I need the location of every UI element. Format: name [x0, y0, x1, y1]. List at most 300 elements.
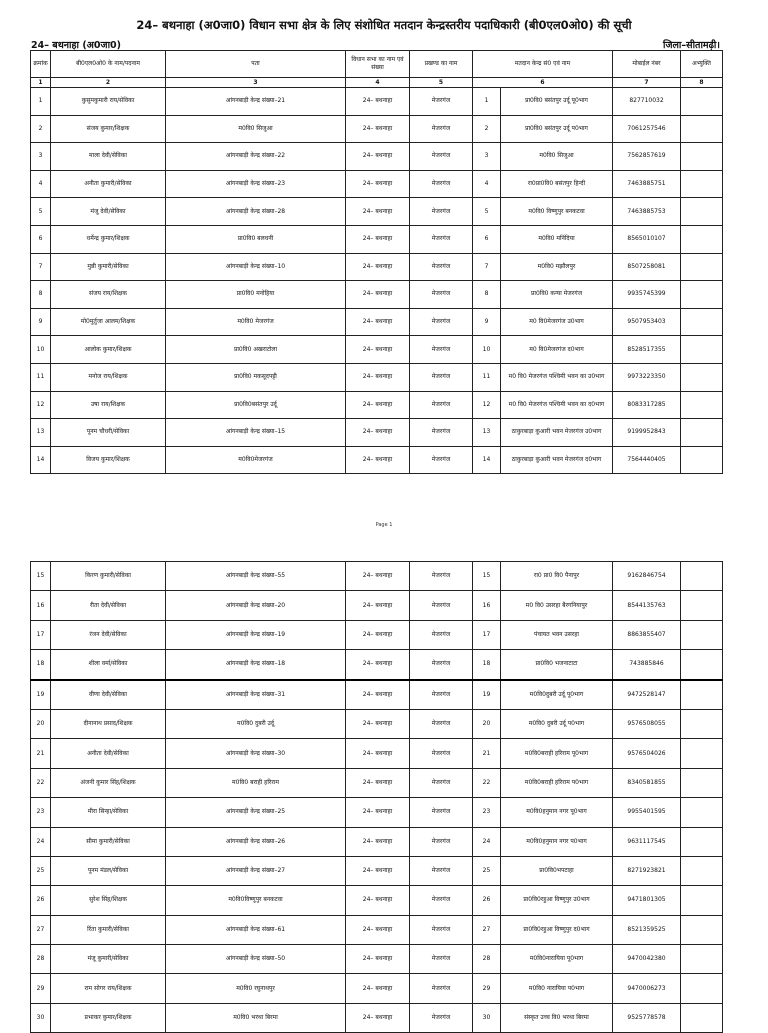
blo-name-cell: वीणा देवी/सेविका	[51, 680, 166, 710]
assembly-cell: 24– बथनाहा	[346, 1003, 410, 1032]
assembly-cell: 24– बथनाहा	[346, 945, 410, 974]
remark-cell	[681, 945, 723, 974]
polling-station-number-cell: 15	[473, 562, 501, 591]
address-cell: आंगनबाड़ी केन्द्र संख्या–31	[166, 680, 346, 710]
address-cell: आंगनबाड़ी केन्द्र संख्या–21	[166, 88, 346, 116]
blo-name-cell: अंजनी कुमार सिंह/शिक्षक	[51, 768, 166, 797]
address-cell: आंगनबाड़ी केन्द्र संख्या–23	[166, 170, 346, 198]
blo-name-cell: मीरा सिन्हा/सेविका	[51, 798, 166, 827]
polling-station-name-cell: म0 वि0 मेजरगंज पश्चिमी भवन का द0भाग	[501, 391, 613, 419]
mobile-cell: 7463885751	[613, 170, 681, 198]
block-cell: मेजरगंज	[410, 886, 473, 915]
serial-cell: 17	[31, 620, 51, 649]
assembly-cell: 24– बथनाहा	[346, 856, 410, 885]
mobile-cell: 9576508055	[613, 709, 681, 738]
mobile-cell: 8083317285	[613, 391, 681, 419]
serial-cell: 14	[31, 446, 51, 474]
remark-cell	[681, 446, 723, 474]
table-row	[31, 308, 723, 336]
serial-cell: 10	[31, 336, 51, 364]
mobile-cell: 9199952843	[613, 419, 681, 447]
mobile-cell: 9955401595	[613, 798, 681, 827]
polling-station-number-cell: 5	[473, 198, 501, 226]
remark-cell	[681, 88, 723, 116]
serial-cell: 21	[31, 739, 51, 768]
remark-cell	[681, 768, 723, 797]
polling-station-name-cell: म0 वि0मेजरगंज द0भाग	[501, 336, 613, 364]
block-cell: मेजरगंज	[410, 915, 473, 944]
serial-cell: 25	[31, 856, 51, 885]
polling-station-name-cell: म0वि0हनुमान नगर प0भाग	[501, 827, 613, 856]
assembly-cell: 24– बथनाहा	[346, 768, 410, 797]
serial-cell: 7	[31, 253, 51, 281]
blo-name-cell: पूनम मंडल/सेविका	[51, 856, 166, 885]
address-cell: प्रा0वि0 मनोहिया	[166, 281, 346, 309]
serial-cell: 29	[31, 974, 51, 1003]
assembly-cell: 24– बथनाहा	[346, 143, 410, 171]
table-row	[31, 650, 723, 680]
polling-station-number-cell: 23	[473, 798, 501, 827]
mobile-cell: 9162846754	[613, 562, 681, 591]
table-row	[31, 680, 723, 710]
blo-name-cell: शीला वर्मा/सेविका	[51, 650, 166, 680]
remark-cell	[681, 856, 723, 885]
polling-station-number-cell: 30	[473, 1003, 501, 1032]
serial-cell: 15	[31, 562, 51, 591]
polling-station-name-cell: पंचायत भवन उसरहा	[501, 620, 613, 649]
polling-station-name-cell: म0वि0नारायिया पू0भाग	[501, 945, 613, 974]
assembly-cell: 24– बथनाहा	[346, 419, 410, 447]
table-row	[31, 419, 723, 447]
remark-cell	[681, 115, 723, 143]
mobile-cell: 9935745399	[613, 281, 681, 309]
block-cell: मेजरगंज	[410, 336, 473, 364]
assembly-cell: 24– बथनाहा	[346, 88, 410, 116]
col-number: 3	[166, 78, 346, 88]
block-cell: मेजरगंज	[410, 225, 473, 253]
serial-cell: 11	[31, 363, 51, 391]
mobile-cell: 7562857619	[613, 143, 681, 171]
address-cell: म0वि0मेजरगंज	[166, 446, 346, 474]
block-cell: मेजरगंज	[410, 88, 473, 116]
mobile-cell: 8863855407	[613, 620, 681, 649]
mobile-cell: 8507258081	[613, 253, 681, 281]
address-cell: आंगनबाड़ी केन्द्र संख्या–15	[166, 419, 346, 447]
block-cell: मेजरगंज	[410, 680, 473, 710]
blo-name-cell: उषा राय/शिक्षक	[51, 391, 166, 419]
mobile-cell: 9631117545	[613, 827, 681, 856]
header-remark: अभ्युक्ति	[681, 51, 723, 78]
remark-cell	[681, 1003, 723, 1032]
address-cell: आंगनबाड़ी केन्द्र संख्या–28	[166, 198, 346, 226]
polling-station-name-cell: म0वि0बराही हरिराम पू0भाग	[501, 739, 613, 768]
blo-name-cell: विजय कुमार/शिक्षक	[51, 446, 166, 474]
block-cell: मेजरगंज	[410, 768, 473, 797]
polling-station-number-cell: 24	[473, 827, 501, 856]
constituency-label: 24– बथनाहा (अ0जा0)	[31, 40, 121, 51]
address-cell: आंगनबाड़ी केन्द्र संख्या–22	[166, 143, 346, 171]
polling-station-name-cell: प्रा0वि0 बसंतपुर उर्दू पू0भाग	[501, 88, 613, 116]
address-cell: म0वि0 बराही हरिराम	[166, 768, 346, 797]
table-row	[31, 1003, 723, 1032]
remark-cell	[681, 798, 723, 827]
table-row	[31, 170, 723, 198]
polling-station-number-cell: 11	[473, 363, 501, 391]
blo-name-cell: संजय राय/शिक्षक	[51, 281, 166, 309]
table-row	[31, 446, 723, 474]
polling-station-name-cell: म0 वि0 मेजरगंज पश्चिमी भवन का उ0भाग	[501, 363, 613, 391]
assembly-cell: 24– बथनाहा	[346, 650, 410, 680]
polling-station-number-cell: 3	[473, 143, 501, 171]
mobile-cell: 7564440405	[613, 446, 681, 474]
address-cell: आंगनबाड़ी केन्द्र संख्या–10	[166, 253, 346, 281]
polling-station-name-cell: रा0प्रा0वि0 बसंतपुर हिन्दी	[501, 170, 613, 198]
block-cell: मेजरगंज	[410, 281, 473, 309]
polling-station-name-cell: ठाकुरबाड़ा कुआरी भवन मेजरगंज उ0भाग	[501, 419, 613, 447]
polling-station-name-cell: म0वि0 मनिंदिया	[501, 225, 613, 253]
address-cell: आंगनबाड़ी केन्द्र संख्या–27	[166, 856, 346, 885]
mobile-cell: 8528517355	[613, 336, 681, 364]
blo-name-cell: राम सोगर राय/शिक्षक	[51, 974, 166, 1003]
table-row	[31, 198, 723, 226]
address-cell: आंगनबाड़ी केन्द्र संख्या–20	[166, 591, 346, 620]
polling-station-name-cell: म0वि0 विष्णुपुर बनकटवा	[501, 198, 613, 226]
page-number: Page 1	[375, 522, 393, 528]
polling-station-number-cell: 18	[473, 650, 501, 680]
table-row	[31, 827, 723, 856]
mobile-cell: 9507953403	[613, 308, 681, 336]
table-row	[31, 974, 723, 1003]
polling-station-number-cell: 21	[473, 739, 501, 768]
polling-station-number-cell: 13	[473, 419, 501, 447]
blo-name-cell: रीता देवी/सेविका	[51, 591, 166, 620]
blo-name-cell: धर्मेन्द्र कुमार/शिक्षक	[51, 225, 166, 253]
polling-station-name-cell: म0वि0 दुबरी उर्दू प0भाग	[501, 709, 613, 738]
assembly-cell: 24– बथनाहा	[346, 281, 410, 309]
polling-station-number-cell: 10	[473, 336, 501, 364]
remark-cell	[681, 739, 723, 768]
col-number: 5	[410, 78, 473, 88]
table-row	[31, 591, 723, 620]
polling-station-number-cell: 8	[473, 281, 501, 309]
mobile-cell: 9471801305	[613, 886, 681, 915]
blo-name-cell: मुन्नी कुमारी/सेविका	[51, 253, 166, 281]
mobile-cell: 743885846	[613, 650, 681, 680]
blo-name-cell: माला देवी/सेविका	[51, 143, 166, 171]
assembly-cell: 24– बथनाहा	[346, 709, 410, 738]
mobile-cell: 8340581855	[613, 768, 681, 797]
serial-cell: 26	[31, 886, 51, 915]
remark-cell	[681, 391, 723, 419]
address-cell: म0वि0विष्णुपुर बनकटवा	[166, 886, 346, 915]
header-row	[31, 51, 723, 78]
mobile-cell: 8544135763	[613, 591, 681, 620]
blo-name-cell: कुसुमकुमारी राय/सेविका	[51, 88, 166, 116]
assembly-cell: 24– बथनाहा	[346, 827, 410, 856]
col-number: 2	[51, 78, 166, 88]
polling-station-number-cell: 16	[473, 591, 501, 620]
mobile-cell: 8271923821	[613, 856, 681, 885]
polling-station-number-cell: 28	[473, 945, 501, 974]
polling-station-name-cell: म0वि0दुबरी उर्दू पू0भाग	[501, 680, 613, 710]
col-number: 8	[681, 78, 723, 88]
assembly-cell: 24– बथनाहा	[346, 363, 410, 391]
address-cell: म0वि0 दुबरी उर्दू	[166, 709, 346, 738]
serial-cell: 22	[31, 768, 51, 797]
serial-cell: 24	[31, 827, 51, 856]
header-assembly: विधान सभा का नाम एवं संख्या	[346, 51, 410, 78]
blo-name-cell: मंजू देवी/सेविका	[51, 198, 166, 226]
polling-station-name-cell: म0वि0 नारायिया प0भाग	[501, 974, 613, 1003]
assembly-cell: 24– बथनाहा	[346, 680, 410, 710]
assembly-cell: 24– बथनाहा	[346, 974, 410, 1003]
remark-cell	[681, 886, 723, 915]
serial-cell: 5	[31, 198, 51, 226]
serial-cell: 16	[31, 591, 51, 620]
col-number: 4	[346, 78, 410, 88]
address-cell: प्रा0वि0बसंतपुर उर्दू	[166, 391, 346, 419]
remark-cell	[681, 363, 723, 391]
blo-name-cell: संजय कुमार/शिक्षक	[51, 115, 166, 143]
block-cell: मेजरगंज	[410, 170, 473, 198]
block-cell: मेजरगंज	[410, 974, 473, 1003]
address-cell: आंगनबाड़ी केन्द्र संख्या–61	[166, 915, 346, 944]
remark-cell	[681, 620, 723, 649]
serial-cell: 20	[31, 709, 51, 738]
assembly-cell: 24– बथनाहा	[346, 336, 410, 364]
mobile-cell: 7463885753	[613, 198, 681, 226]
table-row	[31, 225, 723, 253]
table-row	[31, 620, 723, 649]
address-cell: आंगनबाड़ी केन्द्र संख्या–26	[166, 827, 346, 856]
mobile-cell: 9576504026	[613, 739, 681, 768]
mobile-cell: 8565010107	[613, 225, 681, 253]
block-cell: मेजरगंज	[410, 650, 473, 680]
remark-cell	[681, 281, 723, 309]
address-cell: म0वि0 भरथा बिरमा	[166, 1003, 346, 1032]
blo-name-cell: मनोज राय/शिक्षक	[51, 363, 166, 391]
serial-cell: 19	[31, 680, 51, 710]
polling-station-number-cell: 26	[473, 886, 501, 915]
polling-station-name-cell: म0वि0हनुमान नगर पू0भाग	[501, 798, 613, 827]
block-cell: मेजरगंज	[410, 739, 473, 768]
polling-station-name-cell: म0वि0 मझौलपुर	[501, 253, 613, 281]
blo-name-cell: पूनम चौधरी/सेविका	[51, 419, 166, 447]
remark-cell	[681, 253, 723, 281]
table-row	[31, 915, 723, 944]
block-cell: मेजरगंज	[410, 945, 473, 974]
polling-station-number-cell: 4	[473, 170, 501, 198]
block-cell: मेजरगंज	[410, 143, 473, 171]
polling-station-name-cell: प्रा0वि0रहुआ विष्णुपुर द0भाग	[501, 915, 613, 944]
assembly-cell: 24– बथनाहा	[346, 798, 410, 827]
table-row	[31, 143, 723, 171]
address-cell: म0वि0 सिजुआ	[166, 115, 346, 143]
table-row	[31, 363, 723, 391]
remark-cell	[681, 308, 723, 336]
mobile-cell: 9525778578	[613, 1003, 681, 1032]
polling-station-name-cell: म0वि0 सिजुआ	[501, 143, 613, 171]
assembly-cell: 24– बथनाहा	[346, 170, 410, 198]
serial-cell: 3	[31, 143, 51, 171]
remark-cell	[681, 650, 723, 680]
header-address: पता	[166, 51, 346, 78]
polling-station-number-cell: 19	[473, 680, 501, 710]
mobile-cell: 9472528147	[613, 680, 681, 710]
blo-name-cell: सुरेश सिंह/शिक्षक	[51, 886, 166, 915]
table-row	[31, 886, 723, 915]
polling-station-name-cell: रा0 प्रा0 वि0 पैनापुर	[501, 562, 613, 591]
polling-station-number-cell: 1	[473, 88, 501, 116]
address-cell: प्रा0वि0 बलधनी	[166, 225, 346, 253]
mobile-cell: 7061257546	[613, 115, 681, 143]
table-row	[31, 945, 723, 974]
block-cell: मेजरगंज	[410, 115, 473, 143]
polling-station-number-cell: 25	[473, 856, 501, 885]
blo-name-cell: आलोक कुमार/शिक्षक	[51, 336, 166, 364]
mobile-cell: 9470006273	[613, 974, 681, 1003]
address-cell: आंगनबाड़ी केन्द्र संख्या–18	[166, 650, 346, 680]
serial-cell: 2	[31, 115, 51, 143]
address-cell: प्रा0वि0 अखराटोला	[166, 336, 346, 364]
header-blo-name: बी0एल0ओ0 के नाम/पदनाम	[51, 51, 166, 78]
blo-name-cell: रिंता कुमारी/सेविका	[51, 915, 166, 944]
blo-name-cell: रंजन देवी/सेविका	[51, 620, 166, 649]
serial-cell: 1	[31, 88, 51, 116]
remark-cell	[681, 198, 723, 226]
polling-station-name-cell: म0 वि0मेजरगंज उ0भाग	[501, 308, 613, 336]
polling-station-name-cell: प्रा0वि0 कन्या मेजरगंज	[501, 281, 613, 309]
assembly-cell: 24– बथनाहा	[346, 562, 410, 591]
blo-name-cell: मो0मुर्तुजा आलम/शिक्षक	[51, 308, 166, 336]
remark-cell	[681, 915, 723, 944]
table-row	[31, 336, 723, 364]
assembly-cell: 24– बथनाहा	[346, 620, 410, 649]
polling-station-number-cell: 2	[473, 115, 501, 143]
serial-cell: 13	[31, 419, 51, 447]
block-cell: मेजरगंज	[410, 856, 473, 885]
polling-station-number-cell: 29	[473, 974, 501, 1003]
serial-cell: 4	[31, 170, 51, 198]
assembly-cell: 24– बथनाहा	[346, 446, 410, 474]
blo-table-page-2	[30, 561, 723, 1033]
address-cell: आंगनबाड़ी केन्द्र संख्या–50	[166, 945, 346, 974]
block-cell: मेजरगंज	[410, 391, 473, 419]
serial-cell: 6	[31, 225, 51, 253]
assembly-cell: 24– बथनाहा	[346, 739, 410, 768]
col-number: 1	[31, 78, 51, 88]
serial-cell: 8	[31, 281, 51, 309]
blo-name-cell: अनीता कुमारी/सेविका	[51, 170, 166, 198]
block-cell: मेजरगंज	[410, 308, 473, 336]
block-cell: मेजरगंज	[410, 446, 473, 474]
polling-station-name-cell: म0 वि0 उसरहा बैरगनियापुर	[501, 591, 613, 620]
remark-cell	[681, 143, 723, 171]
polling-station-number-cell: 17	[473, 620, 501, 649]
address-cell: प्रा0वि0 मकसूदपट्टी	[166, 363, 346, 391]
remark-cell	[681, 709, 723, 738]
assembly-cell: 24– बथनाहा	[346, 915, 410, 944]
polling-station-number-cell: 27	[473, 915, 501, 944]
polling-station-name-cell: प्रा0वि0भपटाहा	[501, 856, 613, 885]
block-cell: मेजरगंज	[410, 798, 473, 827]
mobile-cell: 9973223350	[613, 363, 681, 391]
address-cell: आंगनबाड़ी केन्द्र संख्या–19	[166, 620, 346, 649]
block-cell: मेजरगंज	[410, 591, 473, 620]
polling-station-number-cell: 20	[473, 709, 501, 738]
polling-station-name-cell: प्रा0वि0 भजनाटाटा	[501, 650, 613, 680]
table-row	[31, 739, 723, 768]
polling-station-name-cell: प्रा0वि0रहुआ विष्णुपुर उ0भाग	[501, 886, 613, 915]
table-row	[31, 391, 723, 419]
header-serial: क्रमांक	[31, 51, 51, 78]
mobile-cell: 827710032	[613, 88, 681, 116]
block-cell: मेजरगंज	[410, 827, 473, 856]
mobile-cell: 8521359525	[613, 915, 681, 944]
blo-name-cell: अनीता देवी/सेविका	[51, 739, 166, 768]
block-cell: मेजरगंज	[410, 253, 473, 281]
header-mobile: मोबाईल नंबर	[613, 51, 681, 78]
polling-station-number-cell: 7	[473, 253, 501, 281]
col-number: 7	[613, 78, 681, 88]
address-cell: आंगनबाड़ी केन्द्र संख्या–55	[166, 562, 346, 591]
block-cell: मेजरगंज	[410, 419, 473, 447]
header-block: प्रखण्ड का नाम	[410, 51, 473, 78]
table-row	[31, 562, 723, 591]
assembly-cell: 24– बथनाहा	[346, 198, 410, 226]
assembly-cell: 24– बथनाहा	[346, 115, 410, 143]
assembly-cell: 24– बथनाहा	[346, 391, 410, 419]
table-row	[31, 856, 723, 885]
serial-cell: 9	[31, 308, 51, 336]
remark-cell	[681, 170, 723, 198]
block-cell: मेजरगंज	[410, 562, 473, 591]
serial-cell: 23	[31, 798, 51, 827]
polling-station-name-cell: ठाकुरबाड़ा कुआरी भवन मेजरगंज द0भाग	[501, 446, 613, 474]
col-number: 6	[473, 78, 613, 88]
block-cell: मेजरगंज	[410, 363, 473, 391]
serial-cell: 18	[31, 650, 51, 680]
blo-name-cell: मंजू कुमारी/सेविका	[51, 945, 166, 974]
remark-cell	[681, 562, 723, 591]
address-cell: म0वि0 रघुनाथपुर	[166, 974, 346, 1003]
remark-cell	[681, 225, 723, 253]
address-cell: म0वि0 मेजरगंज	[166, 308, 346, 336]
blo-table-page-1	[30, 50, 723, 474]
remark-cell	[681, 680, 723, 710]
remark-cell	[681, 591, 723, 620]
assembly-cell: 24– बथनाहा	[346, 591, 410, 620]
blo-name-cell: सीमा कुमारी/सेविका	[51, 827, 166, 856]
table-row	[31, 88, 723, 116]
serial-cell: 30	[31, 1003, 51, 1032]
assembly-cell: 24– बथनाहा	[346, 308, 410, 336]
assembly-cell: 24– बथनाहा	[346, 225, 410, 253]
table-row	[31, 281, 723, 309]
polling-station-number-cell: 12	[473, 391, 501, 419]
table-row	[31, 709, 723, 738]
table-row	[31, 115, 723, 143]
blo-name-cell: दीनानाथ प्रसाद/शिक्षक	[51, 709, 166, 738]
polling-station-name-cell: प्रा0वि0 बसंतपुर उर्दू प0भाग	[501, 115, 613, 143]
table-row	[31, 768, 723, 797]
serial-cell: 12	[31, 391, 51, 419]
polling-station-number-cell: 22	[473, 768, 501, 797]
polling-station-name-cell: संस्कृत उच्च वि0 भरथा बिरमा	[501, 1003, 613, 1032]
column-number-row	[31, 78, 723, 88]
polling-station-number-cell: 6	[473, 225, 501, 253]
assembly-cell: 24– बथनाहा	[346, 253, 410, 281]
